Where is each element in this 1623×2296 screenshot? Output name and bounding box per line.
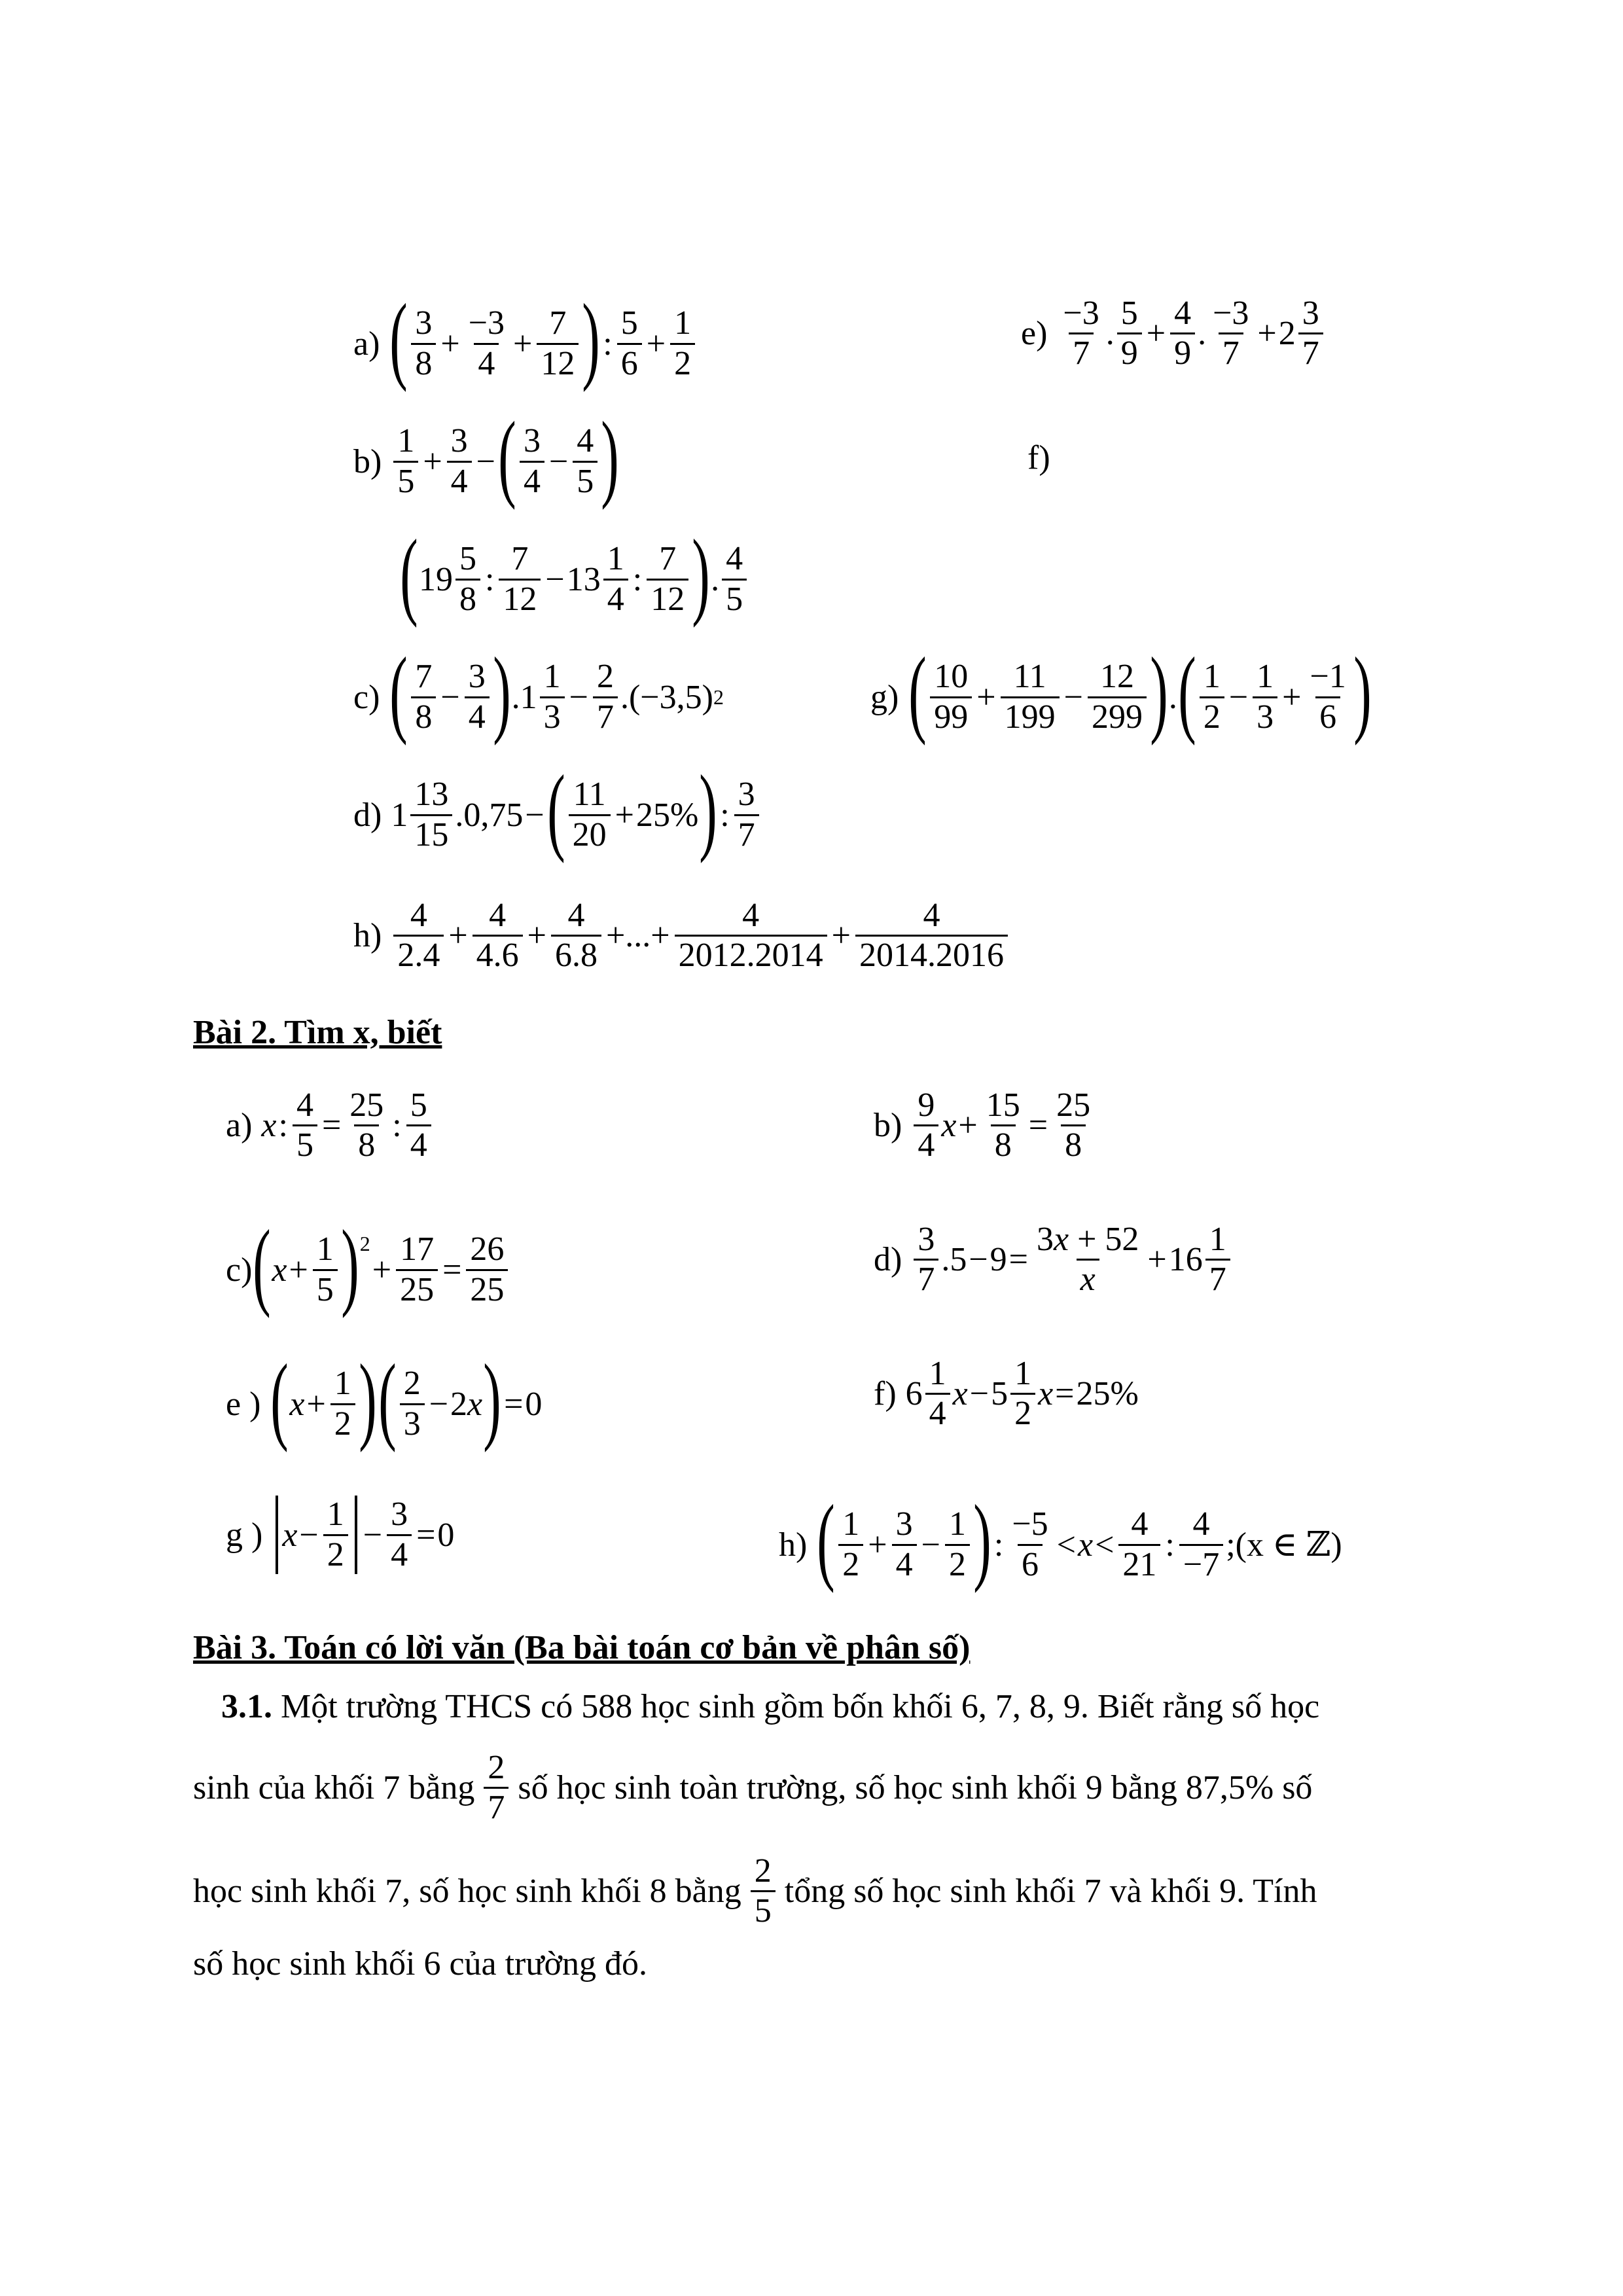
bai3-paragraph-line1 [221, 1690, 1319, 1724]
exercise-1g-label: g) [870, 678, 899, 716]
exercise-2b: b) $\frac{9}{4}$ x + $\frac{15}{8}$ = $\frac{25}{8}$ [874, 1086, 1091, 1164]
exercise-2e-label: e ) [226, 1385, 261, 1423]
exercise-2g: g ) x − $\frac{1}{2}$ − $\frac{3}{4}$ = 0 [226, 1496, 455, 1573]
exercise-2c-label: c) [226, 1251, 253, 1289]
exercise-1c-label: c) [353, 678, 380, 716]
exercise-2a: a) x : $\frac{4}{5}$ = $\frac{25}{8}$ : $\frac{5}{4}$ [226, 1086, 434, 1164]
exercise-2h-label: h) [779, 1526, 808, 1564]
exercise-2f-label: f) [874, 1375, 897, 1413]
bai3-line3-pre: học sinh khối 7, số học sinh khối 8 bằng [193, 1872, 741, 1910]
exercise-2a-label: a) [226, 1107, 253, 1145]
exercise-1e: e) $\frac{-3}{7}$ . $\frac{5}{9}$ + $\frac{4}{9}$ . $\frac{-3}{7}$ + 2 $\frac{3}{7}$ [1021, 295, 1326, 372]
bai3-line2-pre: sinh của khối 7 bằng [193, 1768, 475, 1806]
bai3-paragraph-line3: học sinh khối 7, số học sinh khối 8 bằng $\frac{2}{5}$ tổng số học sinh khối 7 và khối 9. Tính [193, 1852, 1317, 1930]
exercise-1e-label: e) [1021, 315, 1048, 353]
exercise-2b-label: b) [874, 1107, 902, 1145]
exercise-1f-expression: ( 19 $\frac{5}{8}$ : $\frac{7}{12}$ − 13 $\frac{1}{4}$ : $\frac{7}{12}$ ) . $\frac{4}{5}$ [399, 530, 749, 628]
bai3-paragraph-line4: số học sinh khối 6 của trường đó. [193, 1945, 648, 1982]
bai2-heading: Bài 2. Tìm x, biết [193, 1014, 442, 1051]
exercise-1a: a) ( $\frac{3}{8}$ + $\frac{-3}{4}$ + $\frac{7}{12}$ ) : $\frac{5}{6}$ + $\frac{1}{2}$ [353, 295, 698, 393]
exercise-2g-label: g ) [226, 1516, 263, 1554]
bai3-heading: Bài 3. Toán có lời văn (Ba bài toán cơ bản về phân số) [193, 1629, 971, 1666]
exercise-1a-label: a) [353, 325, 380, 363]
exercise-1d-label: d) [353, 796, 382, 834]
exercise-2f: f) 6 $\frac{1}{4}$ x − 5 $\frac{1}{2}$ x = 25% [874, 1355, 1139, 1433]
exercise-2e: e ) ( x + $\frac{1}{2}$ ) ( $\frac{2}{3}$ − 2 x ) = 0 [226, 1344, 543, 1453]
exercise-1d: d) 1 $\frac{13}{15}$ .0,75 − ( $\frac{11}{20}$ + 25% ) : $\frac{3}{7}$ [353, 766, 762, 864]
exercise-2c: c) ( x + $\frac{1}{5}$ ) $^2$ + $\frac{17}{25}$ = $\frac{26}{25}$ [226, 1221, 510, 1319]
bai3-problem-number: 3.1. [221, 1688, 272, 1725]
exercise-1c: c) ( $\frac{7}{8}$ − $\frac{3}{4}$ ) . 1 $\frac{1}{3}$ − $\frac{2}{7}$ .(−3,5) 2 [353, 637, 724, 746]
bai3-line2-post: số học sinh toàn trường, số học sinh khối 9 bằng 87,5% số [518, 1768, 1313, 1806]
exercise-1b: b) $\frac{1}{5}$ + $\frac{3}{4}$ − ( $\frac{3}{4}$ − $\frac{4}{5}$ ) [353, 402, 619, 511]
exercise-1f [1027, 439, 1060, 477]
exercise-1g: g) ( $\frac{10}{99}$ + $\frac{11}{199}$ − $\frac{12}{299}$ ) . ( $\frac{1}{2}$ − $\frac{1}{3}$ + $\frac{-1}{6}$ ) [870, 637, 1372, 746]
exercise-1h-label: h) [353, 917, 382, 955]
exercise-2d: d) $\frac{3}{7}$ .5 − 9 = $\frac{3x + 52}{x}$ + 16 $\frac{1}{7}$ [874, 1221, 1233, 1299]
exercise-1h: h) $\frac{4}{2.4}$ + $\frac{4}{4.6}$ + $\frac{4}{6.8}$ +...+ $\frac{4}{2012.2014}$ + $\frac{4}{2014.2016}$ [353, 897, 1010, 975]
exercise-1b-label: b) [353, 442, 382, 480]
bai3-line3-post: tổng số học sinh khối 7 và khối 9. Tính [784, 1872, 1317, 1910]
exercise-2h: h) ( $\frac{1}{2}$ + $\frac{3}{4}$ − $\frac{1}{2}$ ) : $\frac{-5}{6}$ < x < $\frac{4}{21}$ : $\frac{4}{-7}$ ;(x ∈ ℤ) [779, 1485, 1342, 1594]
exercise-2d-label: d) [874, 1241, 902, 1279]
bai3-paragraph-line2: sinh của khối 7 bằng $\frac{2}{7}$ số học sinh toàn trường, số học sinh khối 9 bằng 87,5% số [193, 1749, 1313, 1827]
exercise-1f-label: f) [1027, 439, 1050, 476]
bai3-line1-text: Một trường THCS có 588 học sinh gồm bốn khối 6, 7, 8, 9. Biết rằng số học [272, 1688, 1320, 1725]
